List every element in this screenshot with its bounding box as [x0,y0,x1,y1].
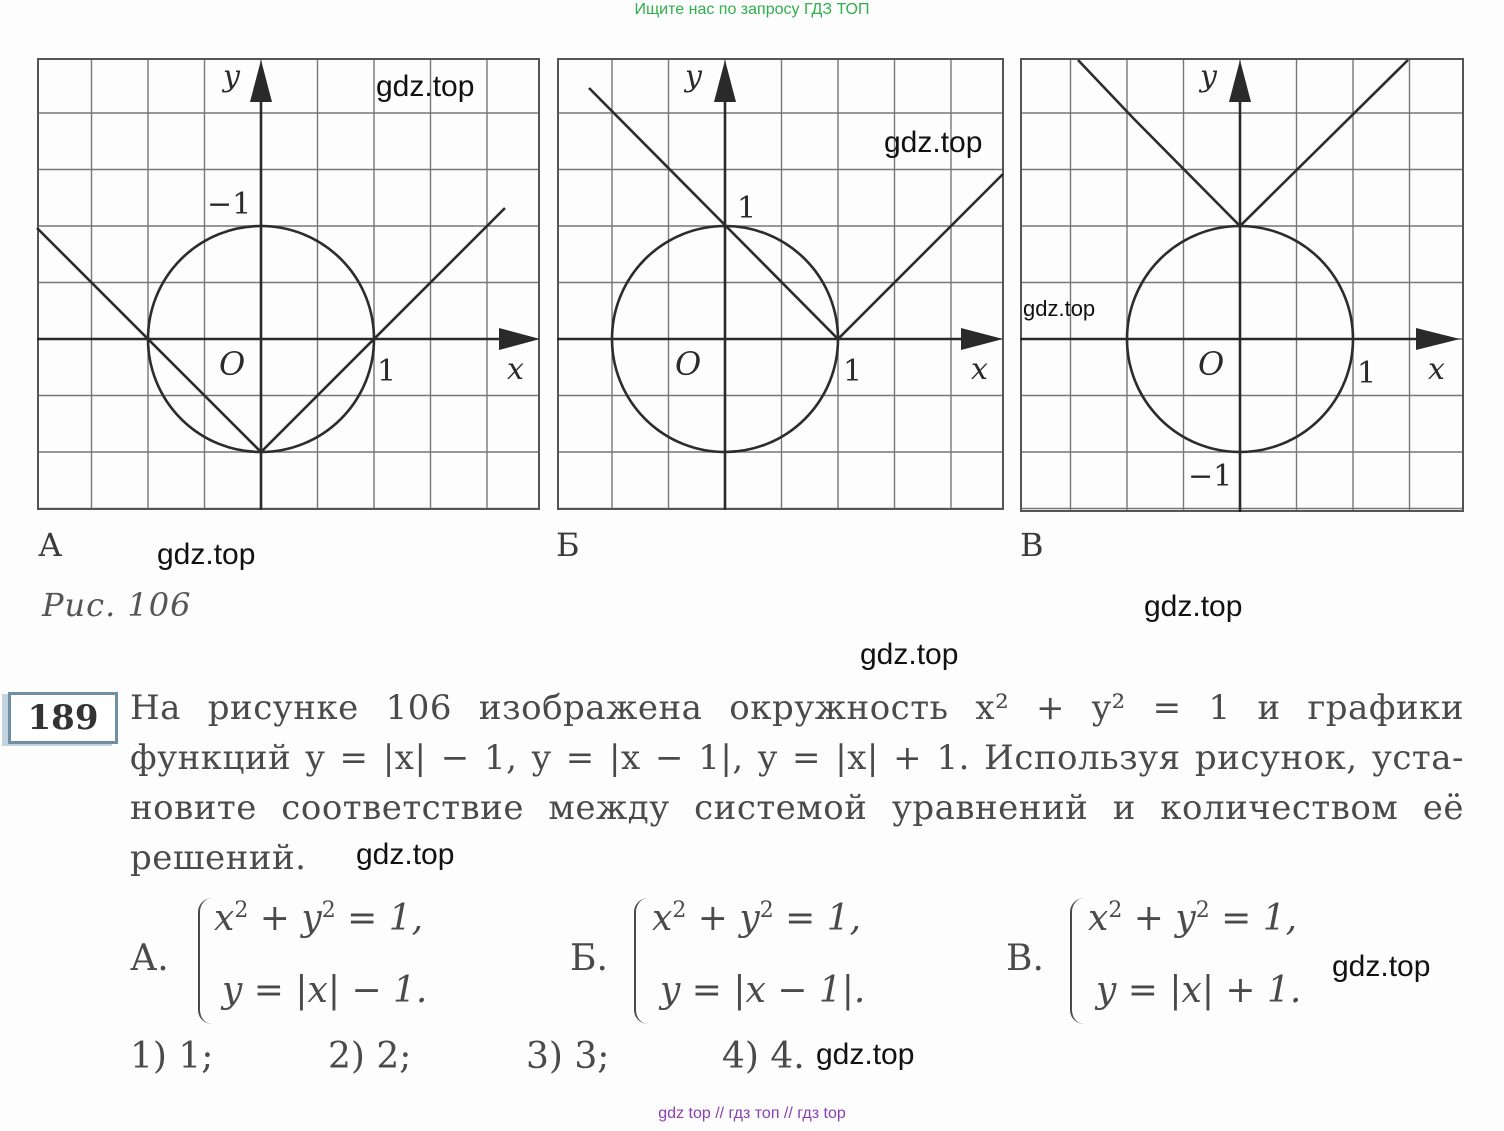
origin-label: O [219,345,246,383]
grid [1020,58,1464,512]
answer-option-4: 4) 4. [722,1036,805,1077]
system-a-equation-2: y = |x| − 1. [222,970,428,1011]
panel-letter-a: А [38,526,63,564]
graph-panel-a [37,58,540,510]
task-text-line-1: На рисунке 106 изображена окружность x² + y² = 1 и графики [130,688,1464,728]
system-a-label: А. [130,938,169,979]
graph-panel-c [1020,58,1464,512]
system-c-equation-2: y = |x| + 1. [1096,970,1302,1011]
y-tick-label: −1 [1188,459,1233,494]
x-tick-label: 1 [1357,356,1377,391]
task-text-line-3: новите соответствие между системой уравнений и количеством её [130,788,1464,828]
y-axis-arrow-icon [714,60,736,102]
watermark: gdz.top [356,838,455,871]
figure-caption: Рис. 106 [42,586,192,624]
watermark: gdz.top [884,126,983,159]
bottom-banner: gdz top // гдз топ // гдз top [658,1105,846,1122]
system-b-label: Б. [570,938,608,979]
system-a-equation-1: $x^2 + y^2 = 1$, [214,898,424,939]
system-b-brace [634,898,650,1024]
system-b-equation-2: y = |x − 1|. [660,970,866,1011]
origin-label: O [1198,345,1225,383]
watermark: gdz.top [1332,950,1431,983]
answer-option-3: 3) 3; [526,1036,610,1077]
watermark: gdz.top [1144,590,1243,623]
y-axis-arrow-icon [1229,60,1251,102]
answer-option-1: 1) 1; [130,1036,214,1077]
y-axis-label: y [685,59,702,94]
answer-option-2: 2) 2; [328,1036,412,1077]
x-axis-arrow-icon [961,328,1003,350]
system-c-brace [1070,898,1086,1024]
watermark: gdz.top [860,638,959,671]
system-b-equation-1: $x^2 + y^2 = 1$, [652,898,862,939]
grid [37,58,540,510]
task-text-line-2: функций y = |x| − 1, y = |x − 1|, y = |x| + 1. Используя рисунок, уста- [130,738,1464,778]
system-a-brace [198,898,214,1024]
watermark: gdz.top [157,538,256,571]
frame [38,59,539,509]
task-text-line-4: решений. [130,838,307,878]
x-axis-label: x [507,352,524,387]
watermark: gdz.top [376,70,475,103]
system-c-label: В. [1006,938,1044,979]
x-axis-arrow-icon [1416,328,1460,350]
frame [1021,59,1463,511]
x-tick-label: 1 [843,354,863,389]
watermark: gdz.top [1023,296,1096,321]
x-axis-label: x [1428,352,1445,387]
system-c-equation-1: $x^2 + y^2 = 1$, [1088,898,1298,939]
top-banner: Ищите нас по запросу ГДЗ ТОП [634,1,870,18]
panel-letter-b: Б [556,526,580,564]
y-tick-label: 1 [737,191,757,226]
y-axis-arrow-icon [250,60,272,102]
x-tick-label: 1 [377,354,397,389]
watermark: gdz.top [816,1038,915,1071]
panel-letter-c: В [1020,526,1044,564]
y-axis-label: y [223,59,240,94]
x-axis-arrow-icon [499,328,540,350]
y-axis-label: y [1200,59,1217,94]
origin-label: O [675,345,702,383]
function-graph [37,208,505,452]
y-tick-label: −1 [207,187,252,222]
x-axis-label: x [971,352,988,387]
task-number: 189 [8,692,118,744]
